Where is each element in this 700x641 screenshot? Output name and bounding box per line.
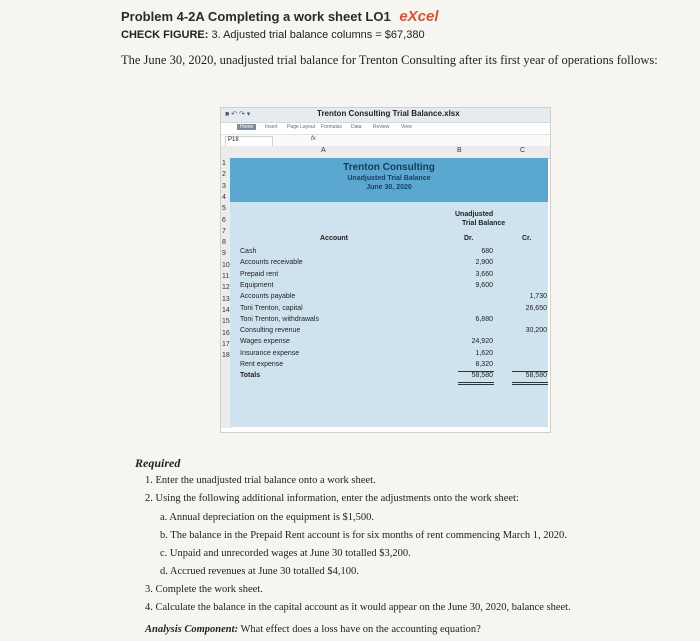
row-number: 11	[222, 273, 230, 280]
column-header-a: A	[321, 147, 326, 154]
row-number: 15	[222, 318, 230, 326]
debit-amount: 24,920	[471, 338, 493, 346]
account-name: Prepaid rent	[240, 270, 279, 278]
account-name: Toni Trenton, withdrawals	[240, 315, 319, 323]
analysis-text: What effect does a loss have on the accounting equation?	[240, 624, 481, 635]
account-name: Equipment	[240, 281, 274, 289]
file-name: Trenton Consulting Trial Balance.xlsx	[317, 109, 460, 118]
analysis-component	[145, 624, 481, 635]
ribbon-tab-review: Review	[373, 124, 390, 130]
check-figure-text: 3. Adjusted trial balance columns = $67,380	[211, 29, 425, 41]
total-underline	[458, 384, 494, 385]
ribbon-tab-data: Data	[351, 124, 362, 130]
spreadsheet-image	[220, 107, 551, 433]
intro-paragraph: The June 30, 2020, unadjusted trial balance for Trenton Consulting after its first year of operations follows:	[121, 53, 658, 67]
report-date: June 30, 2020	[366, 184, 412, 191]
check-figure-label: CHECK FIGURE:	[121, 29, 209, 41]
excel-titlebar	[221, 108, 550, 123]
row-number: 8	[222, 239, 226, 247]
debit-amount: 1,620	[475, 349, 493, 357]
row-number: 17	[222, 340, 230, 348]
required-item-1: 1. Enter the unadjusted trial balance onto a work sheet.	[145, 475, 376, 486]
ribbon-tab-view: View	[401, 124, 412, 130]
account-name: Wages expense	[240, 338, 290, 346]
company-name: Trenton Consulting	[343, 162, 435, 173]
required-item-4: 4. Calculate the balance in the capital account as it would appear on the June 30, 2020, balance sheet.	[145, 602, 571, 613]
ribbon-tab-formulas: Formulas	[321, 124, 342, 130]
column-group-header-2: Trial Balance	[462, 220, 506, 227]
required-item-2a: a. Annual depreciation on the equipment is $1,500.	[160, 512, 375, 523]
fx-icon: fx	[311, 136, 316, 142]
debit-amount: 2,900	[475, 259, 493, 267]
total-underline	[512, 371, 548, 372]
row-number: 18	[222, 352, 230, 360]
analysis-label: Analysis Component:	[145, 624, 239, 635]
report-header-band	[230, 158, 548, 202]
total-underline	[458, 371, 494, 372]
excel-logo: eXcel	[399, 8, 439, 25]
required-item-2: 2. Using the following additional information, enter the adjustments onto the work sheet:	[145, 493, 519, 504]
row-number: 13	[222, 295, 230, 303]
debit-amount: 58,580	[471, 372, 493, 380]
account-name: Toni Trenton, capital	[240, 304, 303, 312]
total-underline	[512, 382, 548, 383]
row-number: 6	[222, 216, 226, 224]
ribbon-tab-home: Home	[237, 124, 256, 130]
account-name: Totals	[240, 372, 261, 380]
row-number: 12	[222, 284, 230, 292]
column-group-header: Unadjusted	[455, 211, 494, 218]
credit-amount: 30,200	[525, 327, 547, 335]
debit-amount: 3,660	[475, 270, 493, 278]
account-name: Cash	[240, 248, 257, 255]
credit-amount: 58,580	[525, 372, 547, 380]
credit-header: Cr.	[522, 235, 532, 242]
account-name: Accounts receivable	[240, 259, 303, 267]
account-header: Account	[320, 235, 348, 242]
required-item-2c: c. Unpaid and unrecorded wages at June 30 totalled $3,200.	[160, 548, 411, 559]
row-number: 4	[222, 193, 226, 201]
row-number: 9	[222, 250, 226, 258]
column-header-b: B	[457, 147, 462, 154]
trial-balance-table	[230, 202, 548, 427]
row-number: 14	[222, 306, 230, 314]
debit-amount: 8,320	[475, 361, 493, 368]
account-name: Accounts payable	[240, 293, 296, 301]
ribbon-tab-page-layout: Page Layout	[287, 124, 316, 130]
credit-amount: 1,730	[529, 293, 547, 301]
debit-header: Dr.	[464, 235, 474, 242]
problem-title	[121, 8, 439, 25]
account-name: Consulting revenue	[240, 327, 301, 335]
account-name: Insurance expense	[240, 349, 300, 357]
required-heading: Required	[135, 456, 181, 470]
row-number: 10	[222, 261, 230, 269]
row-number: 3	[222, 182, 226, 190]
total-underline	[512, 384, 548, 385]
row-number: 2	[222, 171, 226, 179]
credit-amount: 26,650	[525, 304, 547, 312]
required-item-3: 3. Complete the work sheet.	[145, 584, 263, 595]
debit-amount: 680	[481, 248, 493, 255]
required-item-2b: b. The balance in the Prepaid Rent account is for six months of rent commencing March 1, 2020.	[160, 530, 567, 541]
debit-amount: 6,880	[475, 315, 493, 323]
ribbon-tabs	[221, 123, 550, 135]
row-number: 1	[222, 160, 226, 167]
required-item-2d: d. Accrued revenues at June 30 totalled $4,100.	[160, 566, 359, 577]
total-underline	[458, 382, 494, 383]
debit-amount: 9,600	[475, 281, 493, 289]
problem-title-text: Problem 4-2A Completing a work sheet LO1	[121, 9, 391, 24]
report-name: Unadjusted Trial Balance	[347, 175, 431, 182]
row-number: 7	[222, 227, 226, 235]
name-box: P18	[225, 136, 273, 147]
check-figure	[121, 29, 425, 41]
row-number: 5	[222, 205, 226, 213]
row-number: 16	[222, 329, 230, 337]
account-name: Rent expense	[240, 361, 284, 368]
ribbon-tab-insert: Insert	[265, 124, 278, 130]
column-header-c: C	[520, 147, 526, 154]
quick-access-icons: ■ ↶ ↷ ▾	[225, 111, 251, 118]
